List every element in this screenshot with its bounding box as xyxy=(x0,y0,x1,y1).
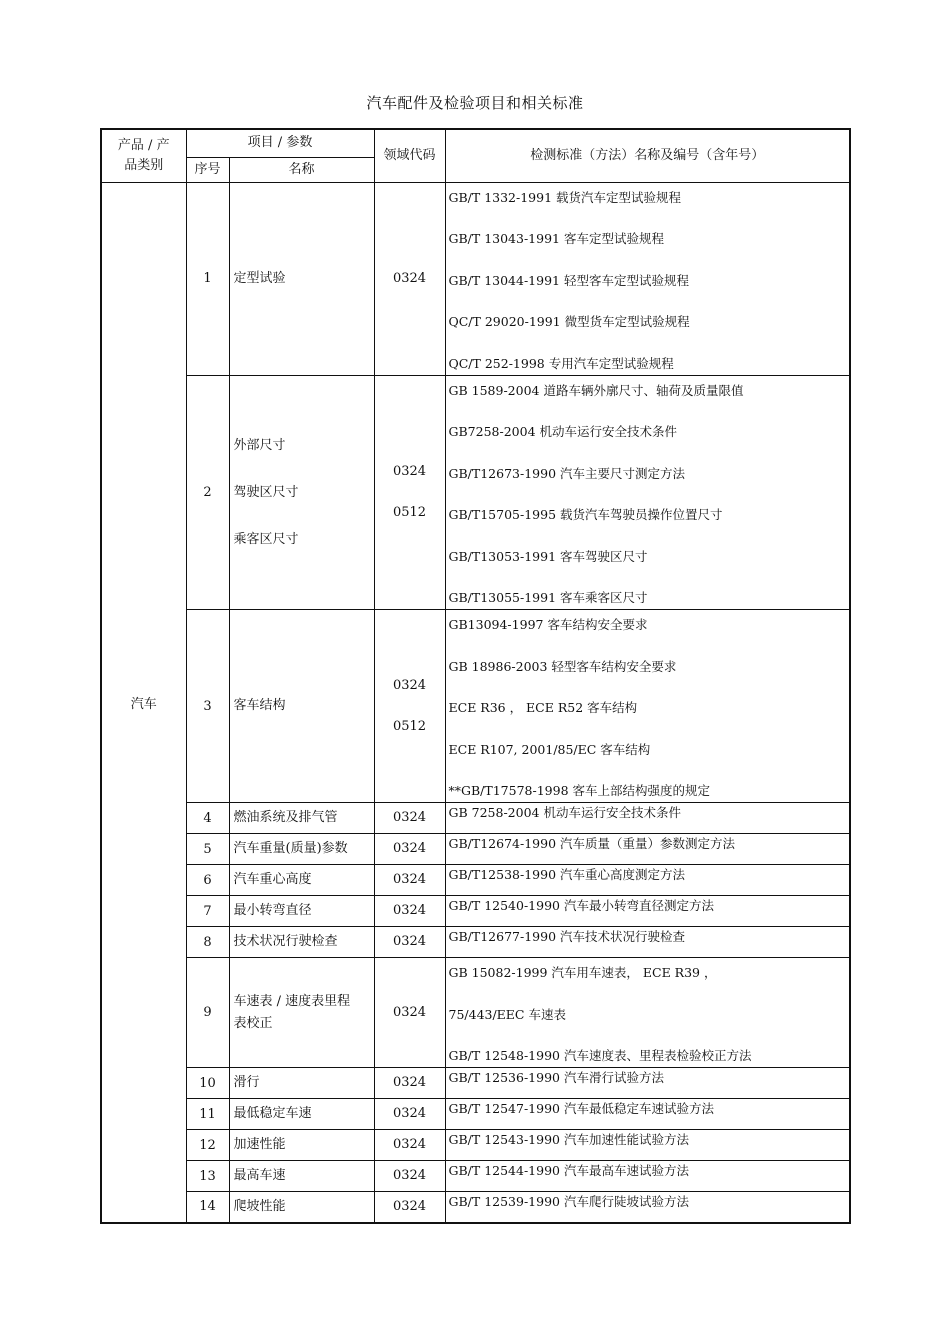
row-seq: 7 xyxy=(186,896,229,927)
standard-item: GB/T 1332-1991 载货汽车定型试验规程 xyxy=(448,189,682,205)
row-seq: 10 xyxy=(186,1068,229,1099)
row-name xyxy=(229,803,374,834)
row-name xyxy=(229,182,374,375)
standard-item: GB/T 13043-1991 客车定型试验规程 xyxy=(448,231,664,246)
standard-item: GB/T 12544-1990 汽车最高车速试验方法 xyxy=(448,1163,689,1178)
domain-code-value: 0324 xyxy=(392,872,427,887)
header-product-category-line1: 产品 / 产 xyxy=(117,137,170,153)
row-standards xyxy=(445,803,850,834)
standard-item: GB 1589-2004 道路车辆外廓尺寸、轴荷及质量限值 xyxy=(448,382,744,398)
standard-item: ECE R107, 2001/85/EC 客车结构 xyxy=(448,741,651,757)
standard-item: GB/T12538-1990 汽车重心高度测定方法 xyxy=(448,867,685,882)
table-row xyxy=(101,896,850,927)
row-seq: 5 xyxy=(186,834,229,865)
row-name-line: 表校正 xyxy=(233,1015,273,1031)
row-standards xyxy=(445,610,850,803)
row-domain-code xyxy=(374,1192,445,1223)
row-domain-code xyxy=(374,834,445,865)
row-standards xyxy=(445,375,850,610)
header-standard: 检测标准（方法）名称及编号（含年号） xyxy=(445,129,850,182)
standard-item: GB7258-2004 机动车运行安全技术条件 xyxy=(448,424,677,439)
row-domain-code xyxy=(374,375,445,610)
standard-item: QC/T 29020-1991 微型货车定型试验规程 xyxy=(448,314,690,329)
table-row xyxy=(101,927,850,958)
table-row xyxy=(101,1161,850,1192)
domain-code-value: 0324 xyxy=(392,903,427,918)
row-domain-code xyxy=(374,896,445,927)
standard-item: GB/T12673-1990 汽车主要尺寸测定方法 xyxy=(448,465,685,481)
row-name-line: 最低稳定车速 xyxy=(233,1106,312,1121)
row-domain-code xyxy=(374,1161,445,1192)
table-row xyxy=(101,803,850,834)
standard-item: GB/T 12548-1990 汽车速度表、里程表检验校正方法 xyxy=(448,1048,752,1063)
domain-code-value: 0324 xyxy=(392,464,427,480)
row-domain-code xyxy=(374,1068,445,1099)
domain-code-value: 0324 xyxy=(392,1106,427,1121)
domain-code-value: 0324 xyxy=(392,1075,427,1090)
row-standards xyxy=(445,834,850,865)
standard-item: GB/T12674-1990 汽车质量（重量）参数测定方法 xyxy=(448,836,735,851)
row-name-line: 汽车重量(质量)参数 xyxy=(233,841,348,856)
row-name-line: 定型试验 xyxy=(233,270,286,286)
row-name xyxy=(229,865,374,896)
row-name xyxy=(229,927,374,958)
row-seq: 8 xyxy=(186,927,229,958)
row-standards xyxy=(445,182,850,375)
document-title: 汽车配件及检验项目和相关标准 xyxy=(366,94,584,112)
standard-item: GB/T 12540-1990 汽车最小转弯直径测定方法 xyxy=(448,898,714,913)
row-seq: 2 xyxy=(186,375,229,610)
table-row xyxy=(101,1192,850,1223)
row-standards xyxy=(445,927,850,958)
standard-item: ECE R36 ， ECE R52 客车结构 xyxy=(448,700,638,715)
row-seq: 9 xyxy=(186,958,229,1068)
row-name xyxy=(229,958,374,1068)
domain-code-value: 0324 xyxy=(392,841,427,856)
row-name xyxy=(229,1192,374,1223)
row-name-line: 汽车重心高度 xyxy=(233,872,312,887)
row-seq: 12 xyxy=(186,1130,229,1161)
row-seq: 3 xyxy=(186,610,229,803)
category-cell: 汽车 xyxy=(101,182,186,1223)
row-standards xyxy=(445,865,850,896)
row-standards xyxy=(445,1099,850,1130)
domain-code-value: 0324 xyxy=(392,934,427,949)
header-item-param: 项目 / 参数 xyxy=(186,129,374,157)
standards-table xyxy=(100,128,851,1224)
standard-item: GB/T 12539-1990 汽车爬行陡坡试验方法 xyxy=(448,1194,689,1209)
domain-code-value: 0324 xyxy=(392,678,427,693)
row-name-line: 加速性能 xyxy=(233,1137,286,1152)
table-row xyxy=(101,375,850,610)
row-standards xyxy=(445,1161,850,1192)
domain-code-value: 0324 xyxy=(392,1137,427,1152)
table-row xyxy=(101,1068,850,1099)
row-domain-code xyxy=(374,927,445,958)
header-product-category xyxy=(101,129,186,182)
row-name xyxy=(229,1099,374,1130)
table-row xyxy=(101,1130,850,1161)
domain-code-value: 0324 xyxy=(392,1168,427,1183)
row-name xyxy=(229,375,374,610)
header-domain-code: 领域代码 xyxy=(374,129,445,182)
domain-code-value: 0512 xyxy=(392,719,427,734)
standard-item: GB/T 12536-1990 汽车滑行试验方法 xyxy=(448,1070,664,1085)
table-row xyxy=(101,182,850,375)
row-name xyxy=(229,896,374,927)
row-domain-code xyxy=(374,803,445,834)
header-name: 名称 xyxy=(229,157,374,182)
row-domain-code xyxy=(374,1130,445,1161)
row-standards xyxy=(445,1192,850,1223)
table-body xyxy=(101,129,850,1223)
standard-item: GB 7258-2004 机动车运行安全技术条件 xyxy=(448,805,681,820)
standard-item: GB/T 13044-1991 轻型客车定型试验规程 xyxy=(448,272,689,288)
row-seq: 13 xyxy=(186,1161,229,1192)
row-seq: 4 xyxy=(186,803,229,834)
domain-code-value: 0324 xyxy=(392,270,427,286)
header-seq: 序号 xyxy=(186,157,229,182)
standard-item: GB13094-1997 客车结构安全要求 xyxy=(448,617,648,632)
row-standards xyxy=(445,896,850,927)
row-seq: 1 xyxy=(186,182,229,375)
row-name-line: 技术状况行驶检查 xyxy=(233,934,338,949)
table-row xyxy=(101,834,850,865)
row-domain-code xyxy=(374,182,445,375)
row-name xyxy=(229,610,374,803)
domain-code-value: 0324 xyxy=(392,1004,427,1020)
table-row xyxy=(101,1099,850,1130)
domain-code-value: 0324 xyxy=(392,810,427,825)
row-standards xyxy=(445,1130,850,1161)
standard-item: QC/T 252-1998 专用汽车定型试验规程 xyxy=(448,355,674,371)
standard-item: GB 15082-1999 汽车用车速表， ECE R39 ， xyxy=(448,965,717,980)
row-name-line: 客车结构 xyxy=(233,698,286,713)
domain-code-value: 0324 xyxy=(392,1198,427,1214)
row-standards xyxy=(445,1068,850,1099)
table-row xyxy=(101,865,850,896)
row-name-line: 最小转弯直径 xyxy=(233,903,312,918)
row-name xyxy=(229,1130,374,1161)
standard-item: GB/T12677-1990 汽车技术状况行驶检查 xyxy=(448,929,685,944)
row-domain-code xyxy=(374,865,445,896)
domain-code-value: 0512 xyxy=(392,505,427,521)
row-seq: 14 xyxy=(186,1192,229,1223)
standard-item: GB/T13055-1991 客车乘客区尺寸 xyxy=(448,590,648,605)
row-name-line: 滑行 xyxy=(233,1075,260,1090)
row-name xyxy=(229,1161,374,1192)
standard-item: GB/T 12547-1990 汽车最低稳定车速试验方法 xyxy=(448,1101,714,1116)
row-standards xyxy=(445,958,850,1068)
standard-item: **GB/T17578-1998 客车上部结构强度的规定 xyxy=(448,783,710,798)
standard-item: 75/443/EEC 车速表 xyxy=(448,1006,566,1022)
row-name-line: 燃油系统及排气管 xyxy=(233,810,338,825)
row-name-line: 驾驶区尺寸 xyxy=(233,484,299,500)
row-name xyxy=(229,1068,374,1099)
row-name-line: 爬坡性能 xyxy=(233,1198,286,1214)
row-seq: 6 xyxy=(186,865,229,896)
row-domain-code xyxy=(374,610,445,803)
row-seq: 11 xyxy=(186,1099,229,1130)
row-name-line: 最高车速 xyxy=(233,1168,286,1183)
standard-item: GB/T13053-1991 客车驾驶区尺寸 xyxy=(448,548,648,564)
row-name-line: 乘客区尺寸 xyxy=(233,531,299,547)
header-product-category-line2: 品类别 xyxy=(124,157,164,173)
standard-item: GB/T15705-1995 载货汽车驾驶员操作位置尺寸 xyxy=(448,507,723,522)
row-name-line: 车速表 / 速度表里程 xyxy=(233,993,351,1009)
table-row xyxy=(101,958,850,1068)
row-domain-code xyxy=(374,1099,445,1130)
row-name-line: 外部尺寸 xyxy=(233,437,286,453)
row-name xyxy=(229,834,374,865)
table-row xyxy=(101,610,850,803)
header-row-1 xyxy=(101,129,850,157)
row-domain-code xyxy=(374,958,445,1068)
standard-item: GB 18986-2003 轻型客车结构安全要求 xyxy=(448,658,677,674)
standard-item: GB/T 12543-1990 汽车加速性能试验方法 xyxy=(448,1132,689,1147)
